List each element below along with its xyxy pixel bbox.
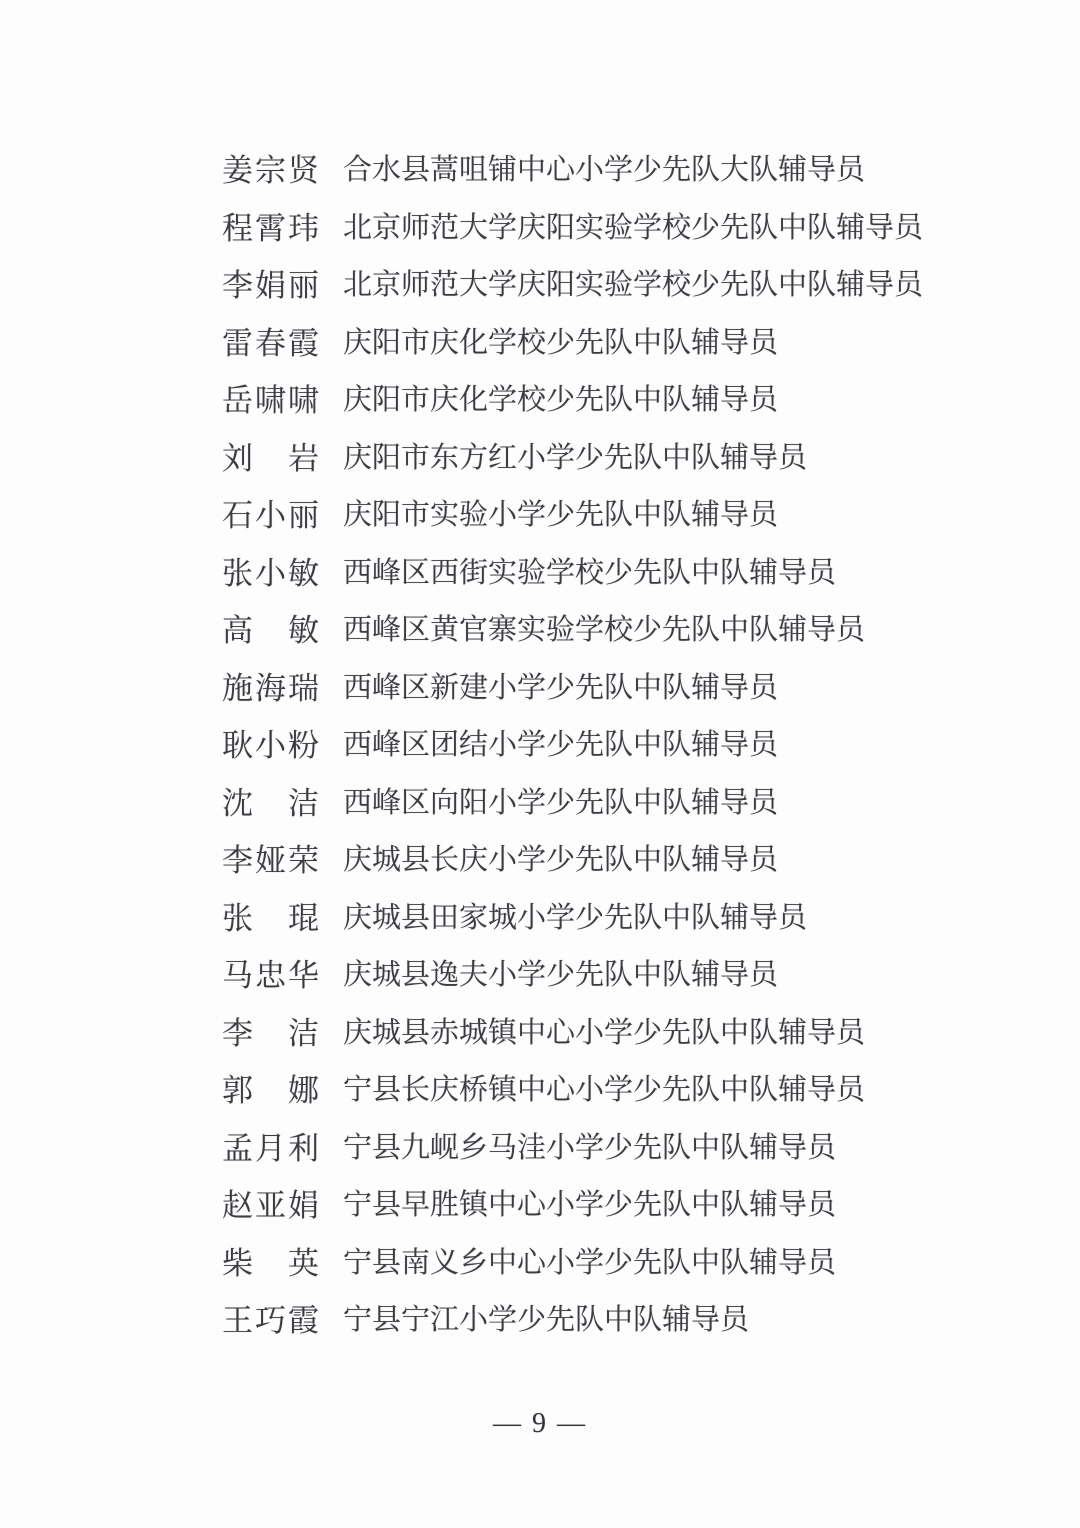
page-number <box>0 1408 1080 1440</box>
page-number-label: — 9 — <box>493 1408 587 1439</box>
roster-row <box>222 1117 1080 1175</box>
person-name: 姜宗贤 <box>222 153 319 189</box>
person-name: 刘 岩 <box>222 440 319 476</box>
person-title: 北京师范大学庆阳实验学校少先队中队辅导员 <box>343 269 924 302</box>
person-title: 庆阳市庆化学校少先队中队辅导员 <box>343 384 779 417</box>
person-name: 马忠华 <box>222 958 319 994</box>
person-name: 施海瑞 <box>222 670 319 706</box>
roster-row <box>222 427 1080 485</box>
person-title: 宁县长庆桥镇中心小学少先队中队辅导员 <box>343 1074 866 1107</box>
person-name: 沈 洁 <box>222 785 319 821</box>
person-title: 庆阳市实验小学少先队中队辅导员 <box>343 499 779 532</box>
person-name: 石小丽 <box>222 498 319 534</box>
person-title: 宁县宁江小学少先队中队辅导员 <box>343 1304 750 1337</box>
roster-row <box>222 312 1080 370</box>
roster-row <box>222 254 1080 312</box>
person-title: 庆阳市东方红小学少先队中队辅导员 <box>343 441 808 474</box>
roster-row <box>222 1174 1080 1232</box>
person-name: 李娟丽 <box>222 268 319 304</box>
roster-row <box>222 542 1080 600</box>
person-title: 西峰区团结小学少先队中队辅导员 <box>343 729 779 762</box>
person-title: 庆阳市庆化学校少先队中队辅导员 <box>343 326 779 359</box>
person-title: 宁县九岘乡马洼小学少先队中队辅导员 <box>343 1131 837 1164</box>
person-name: 岳啸啸 <box>222 383 319 419</box>
counselor-roster <box>222 139 1080 1347</box>
roster-row <box>222 772 1080 830</box>
roster-row <box>222 484 1080 542</box>
roster-row <box>222 599 1080 657</box>
person-name: 张 琨 <box>222 900 319 936</box>
person-title: 庆城县逸夫小学少先队中队辅导员 <box>343 959 779 992</box>
person-title: 西峰区黄官寨实验学校少先队中队辅导员 <box>343 614 866 647</box>
roster-row <box>222 944 1080 1002</box>
person-name: 王巧霞 <box>222 1303 319 1339</box>
person-title: 宁县早胜镇中心小学少先队中队辅导员 <box>343 1189 837 1222</box>
person-name: 高 敏 <box>222 613 319 649</box>
person-name: 赵亚娟 <box>222 1188 319 1224</box>
person-title: 庆城县长庆小学少先队中队辅导员 <box>343 844 779 877</box>
person-title: 北京师范大学庆阳实验学校少先队中队辅导员 <box>343 211 924 244</box>
roster-row <box>222 1002 1080 1060</box>
person-name: 张小敏 <box>222 555 319 591</box>
person-title: 西峰区西街实验学校少先队中队辅导员 <box>343 556 837 589</box>
person-title: 庆城县赤城镇中心小学少先队中队辅导员 <box>343 1016 866 1049</box>
person-name: 郭 娜 <box>222 1073 319 1109</box>
roster-row <box>222 1289 1080 1347</box>
person-title: 庆城县田家城小学少先队中队辅导员 <box>343 901 808 934</box>
roster-row <box>222 139 1080 197</box>
person-name: 柴 英 <box>222 1245 319 1281</box>
person-title: 合水县蒿咀铺中心小学少先队大队辅导员 <box>343 154 866 187</box>
roster-row <box>222 369 1080 427</box>
person-name: 李娅荣 <box>222 843 319 879</box>
person-name: 李 洁 <box>222 1015 319 1051</box>
roster-row <box>222 714 1080 772</box>
person-name: 雷春霞 <box>222 325 319 361</box>
person-title: 西峰区新建小学少先队中队辅导员 <box>343 671 779 704</box>
roster-row <box>222 1232 1080 1290</box>
roster-row <box>222 1059 1080 1117</box>
person-name: 耿小粉 <box>222 728 319 764</box>
roster-row <box>222 829 1080 887</box>
person-title: 宁县南义乡中心小学少先队中队辅导员 <box>343 1246 837 1279</box>
roster-row <box>222 887 1080 945</box>
person-name: 程霄玮 <box>222 210 319 246</box>
roster-row <box>222 197 1080 255</box>
roster-row <box>222 657 1080 715</box>
person-title: 西峰区向阳小学少先队中队辅导员 <box>343 786 779 819</box>
person-name: 孟月利 <box>222 1130 319 1166</box>
